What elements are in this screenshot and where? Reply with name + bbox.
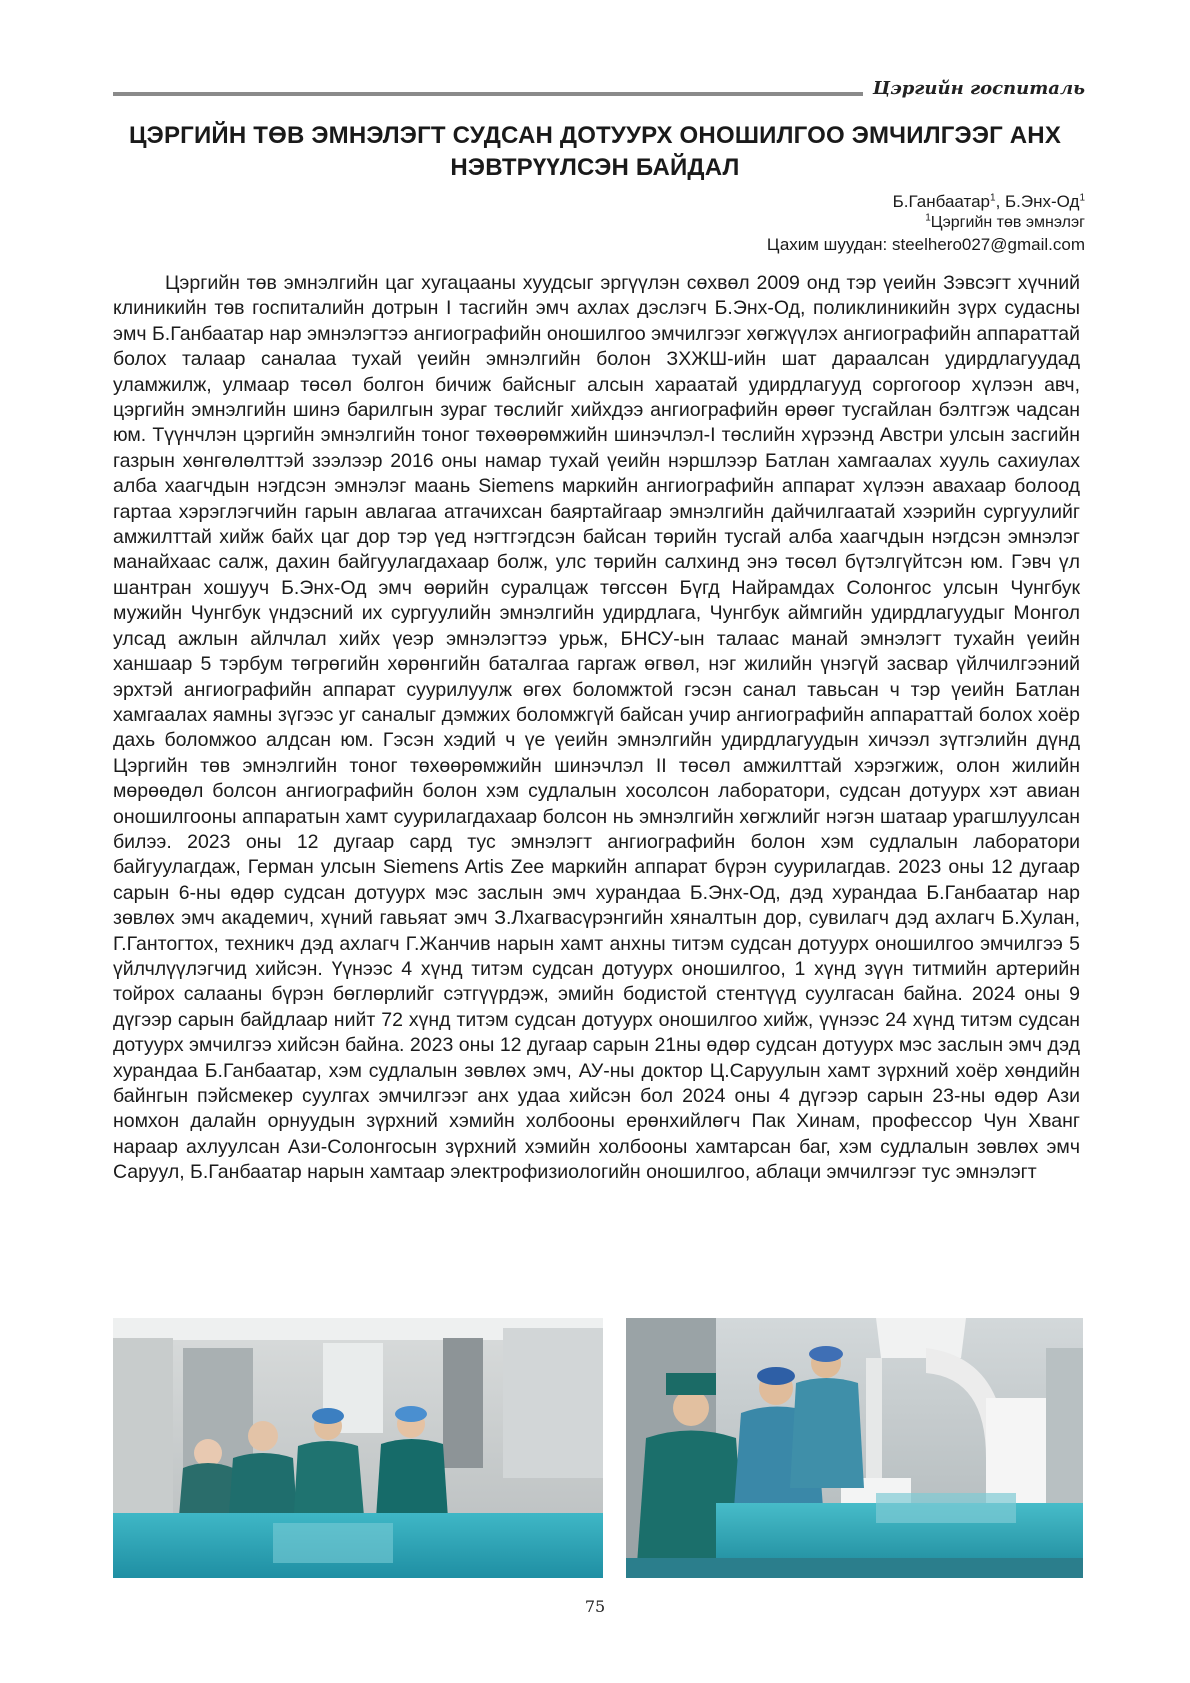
authors-block xyxy=(485,191,1085,257)
page-number: 75 xyxy=(584,1597,606,1616)
affiliation-sup: 1 xyxy=(925,212,931,224)
author-1-sup: 1 xyxy=(990,192,996,204)
email-line xyxy=(485,233,1085,257)
header-rule xyxy=(113,92,863,96)
author-line xyxy=(485,191,1085,213)
body-paragraph: Цэргийн төв эмнэлгийн цаг хугацааны хуудсыг эргүүлэн сөхвөл 2009 онд тэр үеийн Зэвсэгт хүчний клиникийн төв госпиталийн дотрын I тасгийн эмч ахлах дэслэгч Б.Энх-Од, поликлиникийн зүрх судасны эмч Б.Ганбаатар нар эмнэлэгтээ ангиографийн оношилгоо эмчилгээг хөгжүүлэх ангиографийн аппараттай болох талаар саналаа тухай үеийн эмнэлгийн болон ЗХЖШ-ийн шат дараалсан удирдлагуудад уламжилж, улмаар төсөл болгон бичиж байсныг алсын хараатай удирдлагууд соргогоор хүлээн авч, цэргийн эмнэлгийн шинэ барилгын зураг төслийг хийхдээ ангиографийн өрөөг тусгайлан бэлтгэж чадсан юм. Түүнчлэн цэргийн эмнэлгийн тоног төхөөрөмжийн шинэчлэл-I төслийн хүрээнд Австри улсын засгийн газрын хөнгөлөлттэй зээлээр 2016 оны намар тухай үеийн нэршлээр Батлан хамгаалах хууль сахиулах алба хаагчдын нэгдсэн эмнэлэг маань Siemens маркийн ангиографийн аппарат хүлээн авахаар болоод гартаа хэрэглэгчийн гарын авлагаа атгачихсан баяртайгаар эмнэлгийн дайчилгаатай хээрийн сургуулийг амжилттай хийж байх цаг дор тэр үед нэгтгэгдсэн байсан төрийн тусгай алба хаагчдын нэгдсэн эмнэлэг манайхаас салж, дахин байгуулагдахаар болж, улс төрийн салхинд энэ төсөл бүтэлгүйтсэн юм. Гэвч үл шантран хошууч Б.Энх-Од эмч өөрийн суралцаж төгссөн Бүгд Найрамдах Солонгос улсын Чунгбук мужийн Чунгбук үндэсний их сургуулийн эмнэлгийн удирдлага, Чунгбук аймгийн удирдлагуудыг Монгол улсад ажлын айлчлал хийх үеэр эмнэлэгтээ урьж, БНСУ-ын талаас манай эмнэлэгт тухайн үеийн ханшаар 5 тэрбум төгрөгийн хөрөнгийн баталгаа гаргаж өгвөл, нэг жилийн үнэгүй засвар үйлчилгээний эрхтэй ангиографийн аппарат суурилуулж өгөх боломжтой гэсэн санал тавьсан ч тэр үеийн Батлан хамгаалах яамны зүгээс уг саналыг дэмжих боломжгүй байсан учир ангиографийн аппараттай болох хоёр дахь боломжоо алдсан юм. Гэсэн хэдий ч үе үеийн эмнэлгийн удирдлагуудын хичээл зүтгэлийн дүнд Цэргийн төв эмнэлгийн тоног төхөөрөмжийн шинэчлэл II төсөл амжилттай хэрэгжиж, олон жилийн мөрөөдөл болсон ангиографийн болон хэм судлалын хосолсон лаборатори, судсан дотуурх хэт авиан оношилгооны аппаратын хамт суурилагдахаар болсон нь эмнэлгийн хөгжлийг нэгэн шатаар урагшлуулсан билээ. 2023 оны 12 дугаар сард тус эмнэлэгт ангиографийн болон хэм судлалын лаборатори байгуулагдаж, Герман улсын Siemens Artis Zee маркийн аппарат бүрэн суурилагдав. 2023 оны 12 дугаар сарын 6-ны өдөр судсан дотуурх мэс заслын эмч хурандаа Б.Энх-Од, дэд хурандаа Б.Ганбаатар нар зөвлөх эмч академич, хүний гавьяат эмч З.Лхагвасүрэнгийн хяналтын дор, сувилагч дэд ахлагч Б.Хулан, Г.Гантогтох, техникч дэд ахлагч Г.Жанчив нарын хамт анхны титэм судсан дотуурх оношилгоо эмчилгээ 5 үйлчлүүлэгчид хийсэн. Үүнээс 4 хүнд титэм судсан дотуурх оношилгоо, 1 хүнд зүүн титмийн артерийн тойрох салааны бүрэн бөглөрлийг сэтгүүрдэж, эмийн бодистой стентүүд суулгасан байна. 2024 оны 9 дүгээр сарын байдлаар нийт 72 хүнд титэм судсан дотуурх оношилгоо хийж, үүнээс 24 хүнд титэм судсан дотуурх эмчилгээ хийсэн байна. 2023 оны 12 дугаар сарын 21ны өдөр судсан дотуурх мэс заслын эмч дэд хурандаа Б.Ганбаатар, хэм судлалын зөвлөх эмч, АУ-ны доктор Ц.Саруулын хамт зүрхний хоёр хөндийн байнгын пэйсмекер суулгах эмчилгээг анх удаа хийсэн бол 2024 оны 4 дүгээр сарын 23-ны өдөр Ази номхон далайн орнуудын зүрхний хэмийн холбооны ерөнхийлөгч Пак Хинам, профессор Чун Хванг нараар ахлуулсан Ази-Солонгосын зүрхний хэмийн холбооны хамтарсан баг, хэм судлалын зөвлөх эмч Саруул, Б.Ганбаатар нарын хамтаар электрофизиологийн оношилгоо, аблаци эмчилгээг тус эмнэлэгт xyxy=(113,272,1080,1184)
angiography-procedure-photo xyxy=(626,1318,1083,1578)
author-2: Б.Энх-Од xyxy=(1005,192,1080,211)
email-link[interactable]: steelhero027@gmail.com xyxy=(891,235,1085,254)
author-2-sup: 1 xyxy=(1079,192,1085,204)
affiliation-line xyxy=(485,213,1085,233)
author-1: Б.Ганбаатар xyxy=(892,192,990,211)
affiliation: Цэргийн төв эмнэлэг xyxy=(930,214,1085,231)
running-head: Цэргийн госпиталь xyxy=(872,78,1085,99)
operating-room-team-photo xyxy=(113,1318,603,1578)
article-title: ЦЭРГИЙН ТӨВ ЭМНЭЛЭГТ СУДСАН ДОТУУРХ ОНОШИЛГОО ЭМЧИЛГЭЭГ АНХ НЭВТРҮҮЛСЭН БАЙДАЛ xyxy=(128,122,1062,181)
email-label: Цахим шуудан: xyxy=(766,235,892,254)
author-separator: , xyxy=(995,192,1006,211)
